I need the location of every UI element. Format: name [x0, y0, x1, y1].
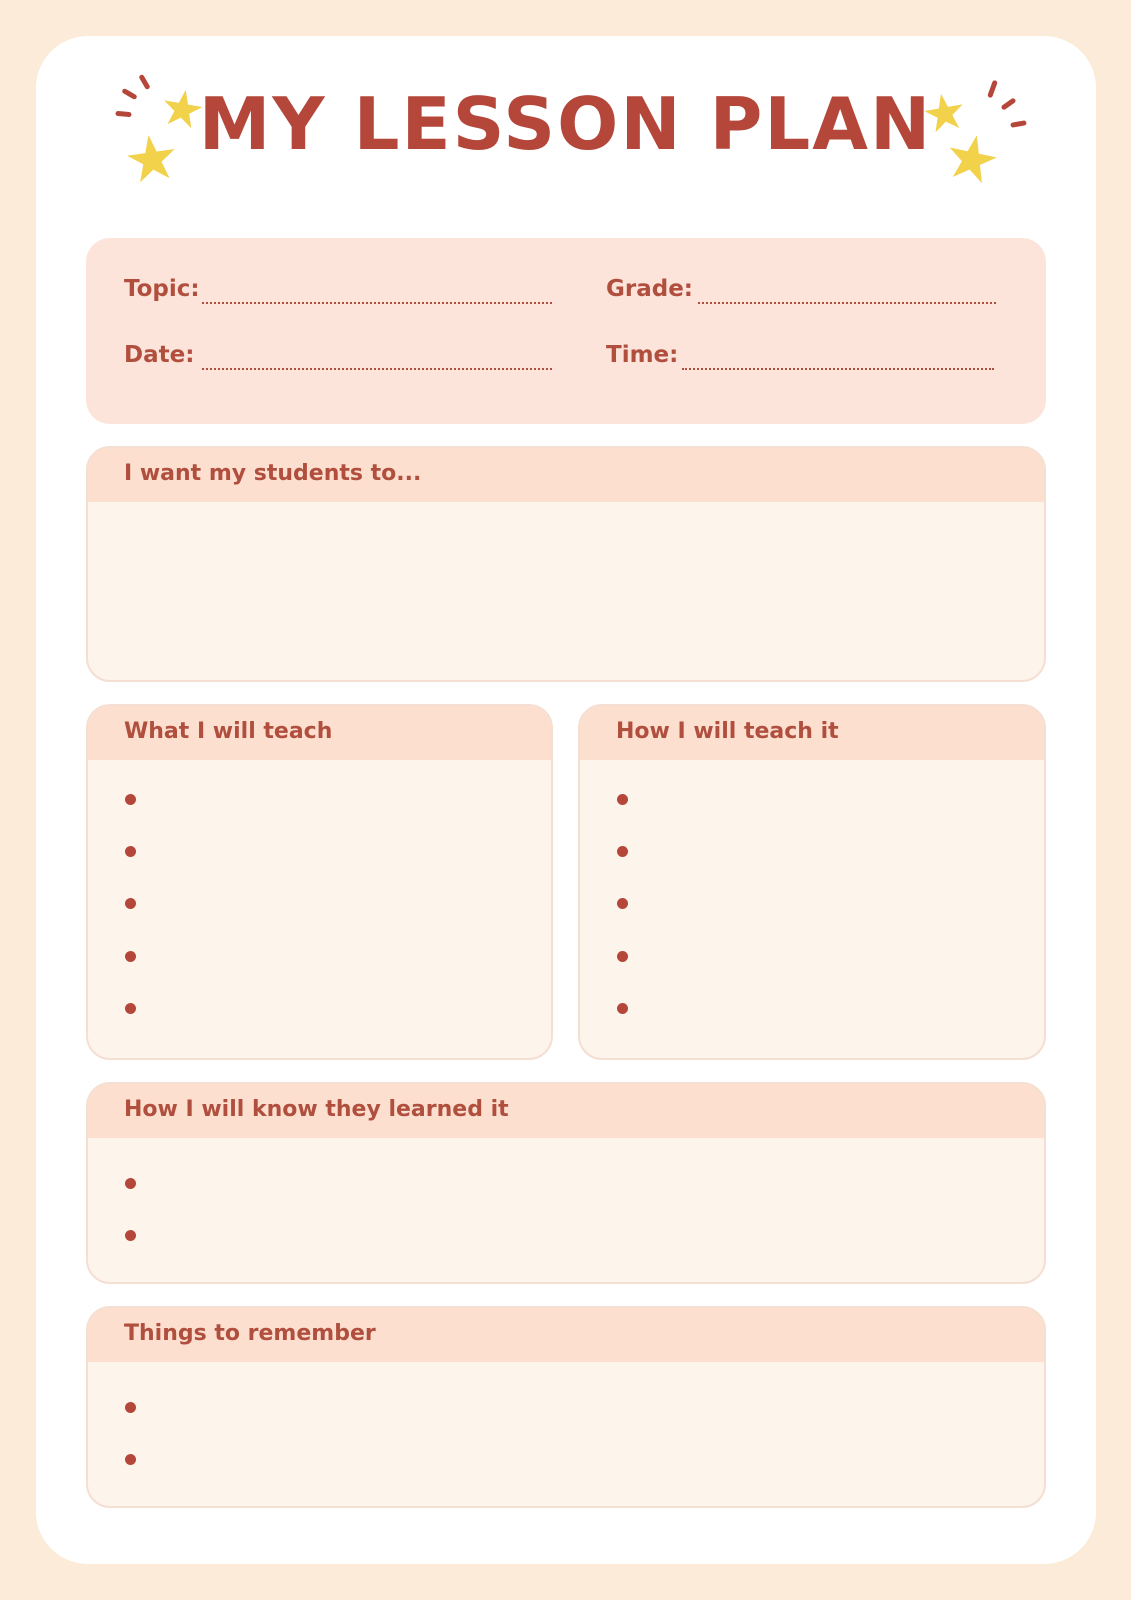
section-header [88, 1084, 1044, 1138]
remember-section[interactable] [86, 1306, 1046, 1508]
section-title: What I will teach [124, 719, 333, 744]
date-label: Date: [124, 342, 195, 368]
date-field[interactable] [202, 368, 552, 370]
bullet-point [617, 898, 628, 909]
bullet-point [125, 794, 136, 805]
star-icon: ★ [119, 118, 185, 199]
bullet-point [125, 846, 136, 857]
time-field[interactable] [682, 368, 994, 370]
bullet-point [617, 951, 628, 962]
info-box [86, 238, 1046, 424]
bullet-point [125, 1230, 136, 1241]
bullet-point [617, 794, 628, 805]
assessment-section[interactable] [86, 1082, 1046, 1284]
bullet-point [125, 951, 136, 962]
time-label: Time: [606, 342, 679, 368]
section-title: How I will know they learned it [124, 1097, 509, 1122]
bullet-point [125, 1178, 136, 1189]
topic-label: Topic: [124, 276, 200, 302]
star-icon: ★ [155, 76, 210, 142]
section-header [88, 706, 551, 760]
section-header [88, 448, 1044, 502]
grade-field[interactable] [698, 302, 996, 304]
section-title: How I will teach it [616, 719, 839, 744]
grade-label: Grade: [606, 276, 694, 302]
section-title: I want my students to... [124, 461, 422, 486]
how-teach-section[interactable] [578, 704, 1046, 1060]
star-icon: ★ [937, 117, 1007, 200]
bullet-point [617, 846, 628, 857]
star-icon: ★ [917, 80, 972, 146]
page-title: MY LESSON PLAN [198, 82, 933, 166]
section-title: Things to remember [124, 1321, 376, 1346]
what-teach-section[interactable] [86, 704, 553, 1060]
bullet-point [125, 1402, 136, 1413]
section-header [580, 706, 1044, 760]
topic-field[interactable] [202, 302, 552, 304]
bullet-point [617, 1003, 628, 1014]
bullet-point [125, 898, 136, 909]
objectives-section[interactable] [86, 446, 1046, 682]
bullet-point [125, 1454, 136, 1465]
section-header [88, 1308, 1044, 1362]
bullet-point [125, 1003, 136, 1014]
